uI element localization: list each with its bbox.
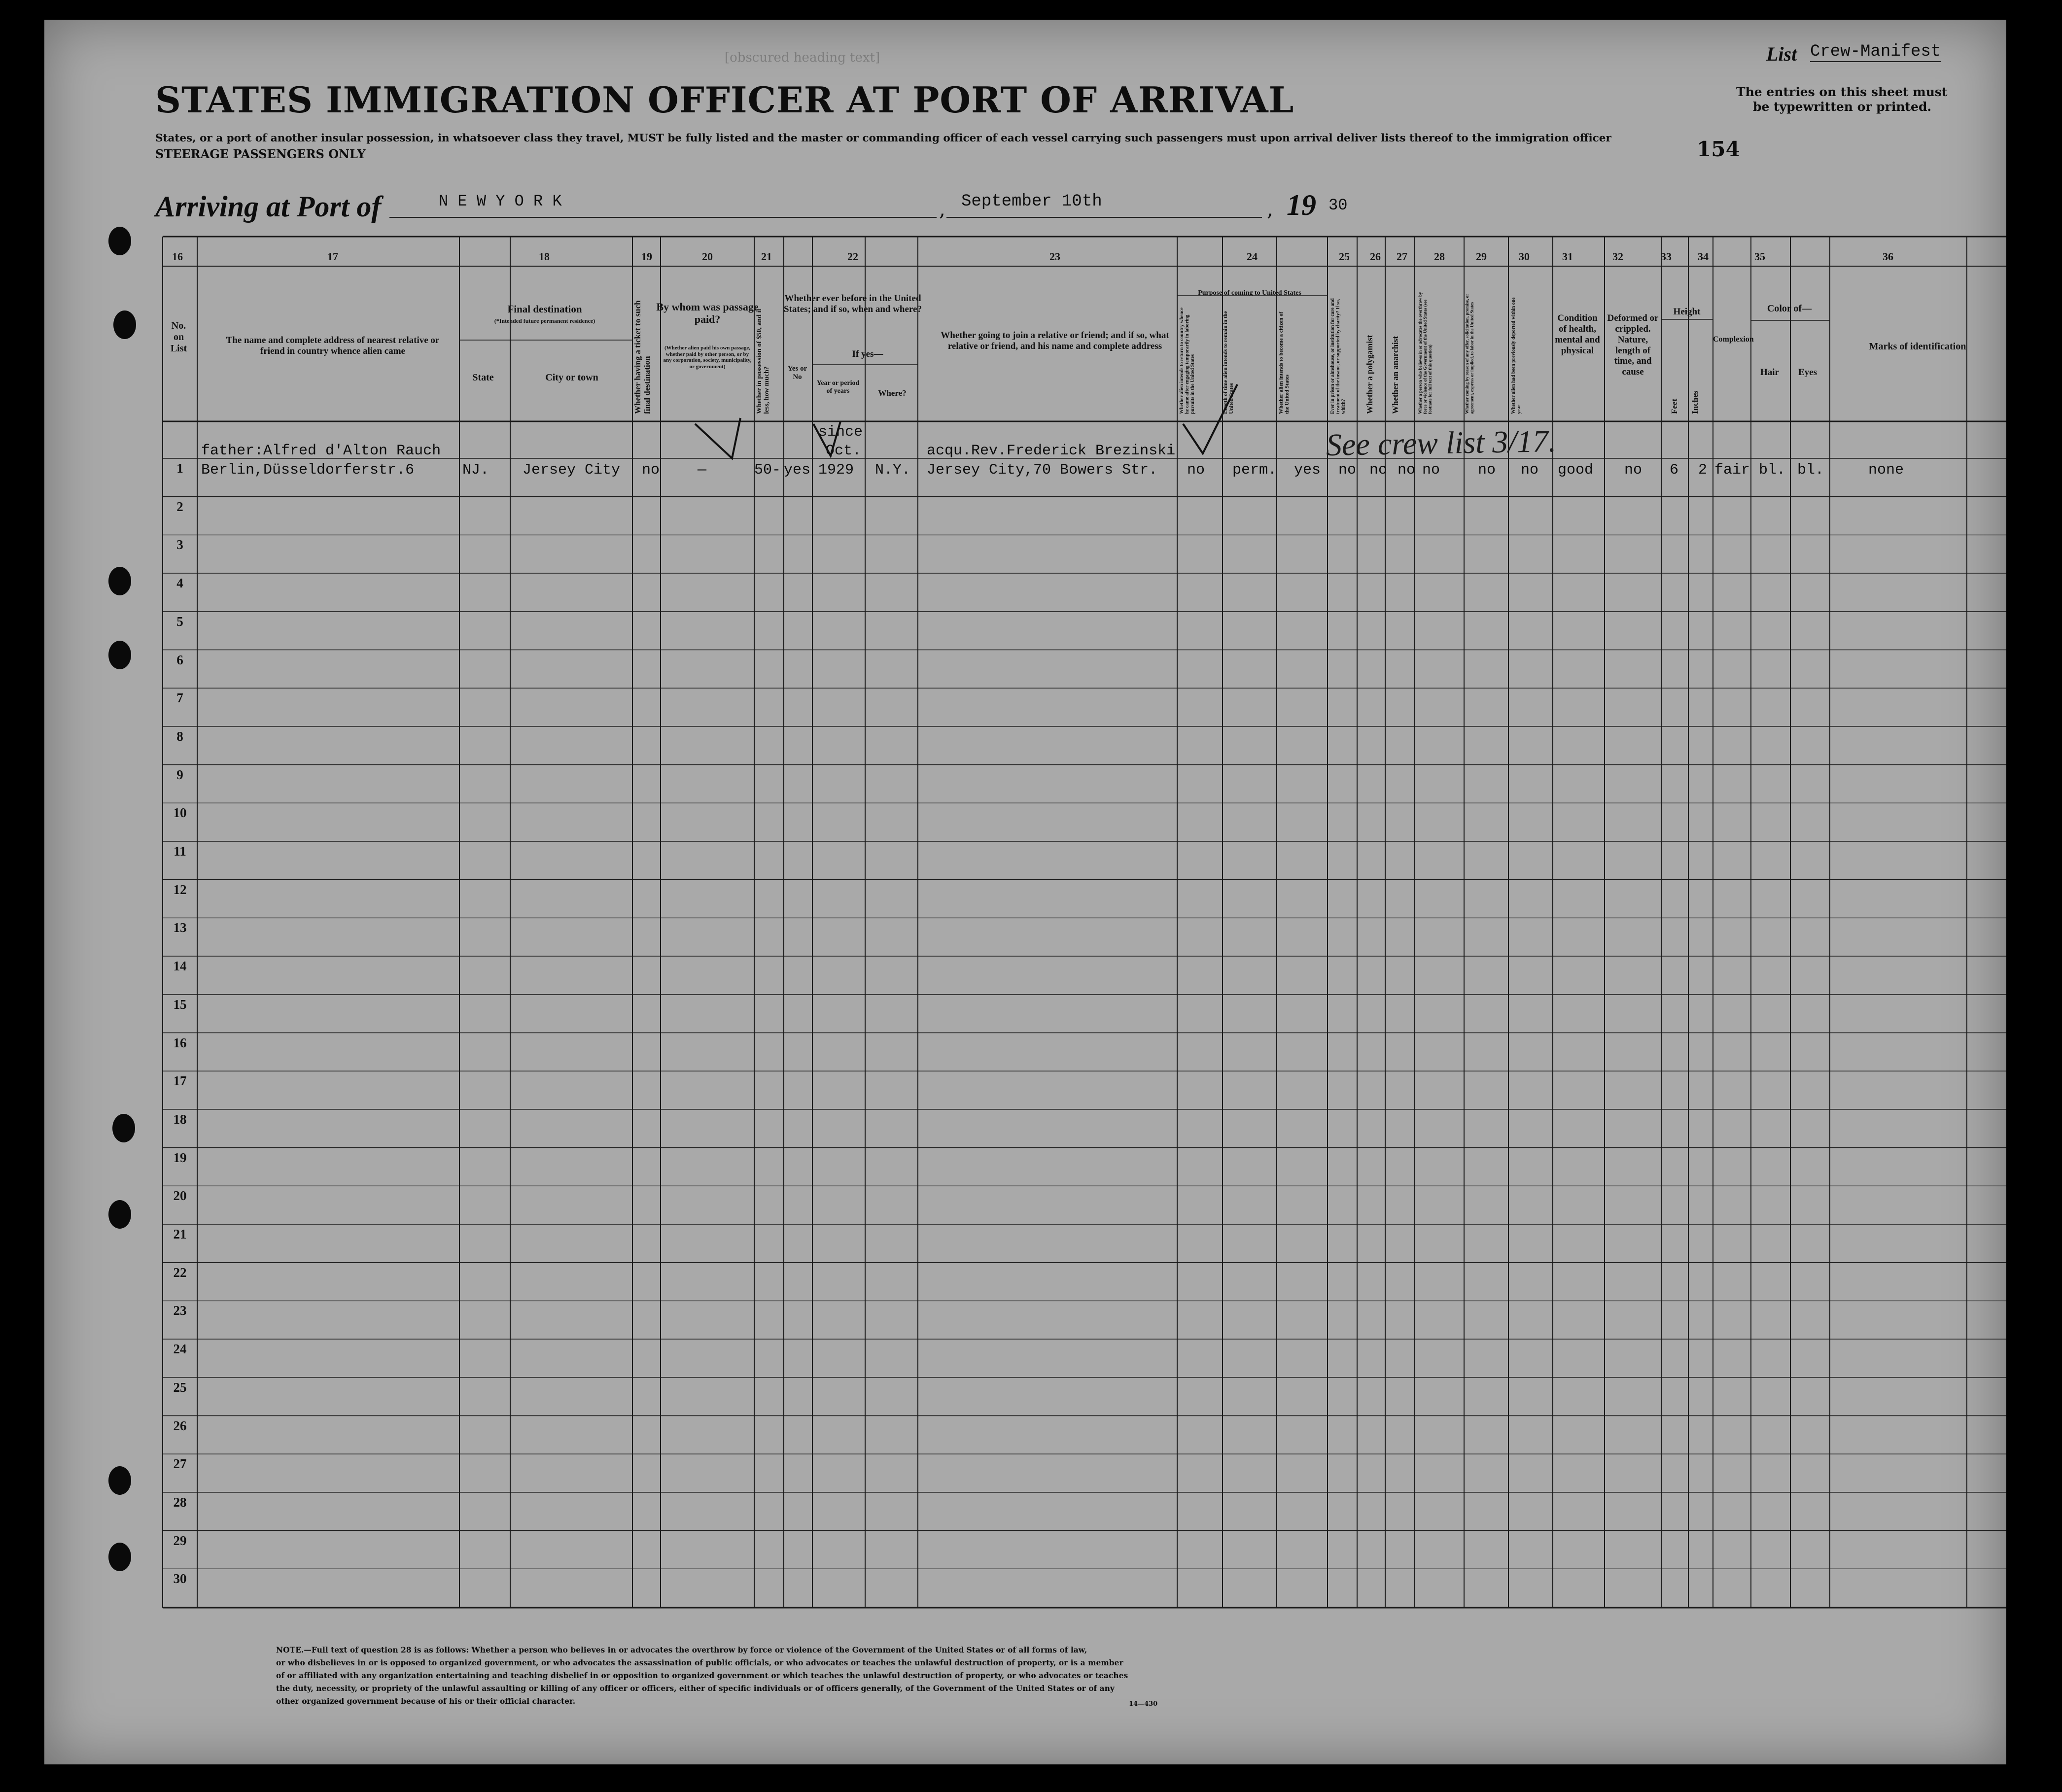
entry-deformed: no [1624,462,1643,479]
header-polygamist: Whether a polygamist [1365,335,1374,414]
row-number: 4 [176,576,183,591]
column-number: 29 [1476,250,1487,263]
header-final-destination: Final destination [507,303,582,315]
header-passage-paid: By whom was passage paid? [656,301,759,326]
entry-where: N.Y. [875,462,911,479]
comma-1: , [939,198,945,221]
footnote-line: other organized government because of his or their official character. [276,1696,576,1706]
list-label: List [1766,43,1797,65]
column-number: 28 [1434,250,1445,263]
row-number: 22 [173,1265,187,1280]
header-relative-address: The name and complete address of nearest relative or friend in country whence alien came [226,335,440,356]
entry-ticket: no [642,462,660,479]
passenger-class: STEERAGE PASSENGERS ONLY [155,147,366,161]
column-number: 23 [1049,250,1060,263]
entry-paid-by: — [698,462,707,479]
header-length-stay: Length of time alien intends to remain in the United States [1223,311,1235,414]
column-number: 24 [1247,250,1258,263]
row-number: 2 [176,499,183,514]
entry-return-intent: no [1187,462,1205,479]
column-number: 16 [172,250,183,263]
entry-city: Jersey City [523,462,621,479]
header-where: Where? [878,388,907,398]
entry-length-stay: perm. [1232,462,1277,479]
handwritten-note: See crew list 3/17. [1326,423,1557,463]
row-number: 10 [173,805,187,821]
punch-hole [112,1114,135,1142]
row-number: 5 [176,614,183,629]
comma-2: , [1267,198,1273,221]
form-title: STATES IMMIGRATION OFFICER AT PORT OF ARRIVAL [155,79,1294,121]
row-number: 17 [173,1073,187,1089]
row-number: 27 [173,1456,187,1472]
column-number: 21 [761,250,772,263]
punch-hole [108,641,131,669]
header-joining-relative: Whether going to join a relative or friend; and if so, what relative or friend, and his name and complete address [941,330,1169,351]
header-feet: Feet [1670,398,1679,414]
obscured-heading-line: [obscured heading text] [725,50,880,65]
check-mark [695,418,740,458]
header-purpose: Purpose of coming to United States [1198,289,1301,297]
row-number: 26 [173,1418,187,1433]
entries-note-2: be typewritten or printed. [1753,100,1932,114]
footnote-line: NOTE.—Full text of question 28 is as follows: Whether a person who believes in or advocates the overthrow by force or violence of the Government of the United States or of all forms of law, [276,1645,1087,1654]
entry-deported: no [1521,462,1539,479]
row-number: 29 [173,1533,187,1548]
entry-period-since: since [818,424,863,441]
list-value: Crew-Manifest [1810,42,1941,61]
entry-polygamist: no [1369,462,1388,479]
punch-hole [108,567,131,595]
column-number: 25 [1339,250,1350,263]
row-number: 15 [173,997,187,1012]
header-complexion: Complexion [1713,335,1754,344]
row-number: 18 [173,1111,187,1127]
row-number: 9 [176,767,183,782]
footnote-line: the duty, necessity, or propriety of the unlawful assaulting or killing of any officer or officers, either of specific individuals or of officers generally, of the Government of the United States or of any [276,1684,1115,1693]
entry-prison: no [1338,462,1357,479]
column-number: 34 [1698,250,1709,263]
footnote-line: of or affiliated with any organization entertaining and teaching disbelief in or opposition to organized government or which teaches the unlawful destruction of property, or who advocates or teaches [276,1671,1128,1680]
entries-note-1: The entries on this sheet must [1736,85,1948,99]
entry-health: good [1558,462,1594,479]
row-number: 16 [173,1035,187,1050]
entry-inches: 2 [1698,462,1708,479]
manifest-sheet [44,20,2006,1764]
punch-hole [108,1543,131,1571]
header-health: Condition of health, mental and physical [1555,313,1600,356]
entry-hair: bl. [1759,462,1786,479]
footnote [276,1644,1311,1708]
header-year-period: Year or period of years [816,379,860,395]
year-prefix: 19 [1287,189,1316,221]
header-if-yes: If yes— [852,349,883,359]
entry-eyes: bl. [1797,462,1824,479]
entry-marks: none [1868,462,1904,479]
entry-relative-line1: father:Alfred d'Alton Rauch [201,443,441,459]
row-number: 30 [173,1571,187,1586]
entry-complexion: fair [1714,462,1750,479]
row-number: 7 [176,690,183,706]
header-offer-labor: Whether coming by reason of any offer, solicitation, promise, or agreement, express or implied, to labor in the United States [1465,294,1474,414]
header-city: City or town [545,372,598,383]
entry-feet: 6 [1670,462,1679,479]
header-ticket: Whether having a ticket to such final destination [633,300,652,414]
port-value: N E W Y O R K [439,192,562,210]
row-number: 6 [176,652,183,667]
column-number: 26 [1370,250,1381,263]
column-number: 35 [1754,250,1765,263]
arriving-label: Arriving at Port of [155,190,382,223]
row-number: 23 [173,1303,187,1318]
punch-hole [113,310,136,339]
column-number: 32 [1612,250,1623,263]
column-number: 30 [1519,250,1530,263]
header-deformed: Deformed or crippled. Nature, length of time, and cause [1607,313,1659,378]
row-number: 20 [173,1188,187,1204]
row-number: 11 [174,844,186,859]
header-no-on-list: No. on List [170,320,187,354]
column-number: 33 [1661,250,1672,263]
header-height: Height [1673,307,1701,317]
row-number: 1 [176,461,183,476]
punch-hole [108,1466,131,1495]
column-number: 19 [641,250,652,263]
header-yes-no: Yes or No [787,365,807,381]
row-number: 28 [173,1494,187,1510]
header-prison: Ever in prison or almshouse, or institution for care and treatment of the insane, or supported by charity? If so, which? [1330,298,1346,414]
column-number: 18 [539,250,550,263]
row-number: 8 [176,728,183,744]
punch-hole [108,1200,131,1229]
column-number: 20 [702,250,713,263]
header-marks: Marks of identification [1869,341,1966,352]
entry-relative-line2: Berlin,Düsseldorferstr.6 [201,462,415,479]
entry-money: 50- [754,462,781,479]
row-number: 19 [173,1150,187,1165]
entry-offer-labor: no [1478,462,1496,479]
punch-hole [108,227,131,255]
entry-joining-line1: acqu.Rev.Frederick Brezinski [927,443,1176,459]
row-number: 25 [173,1379,187,1395]
column-number: 27 [1397,250,1407,263]
row-number: 3 [176,537,183,552]
row-number: 14 [173,959,187,974]
page-number: 154 [1697,137,1740,161]
column-number: 22 [847,250,858,263]
column-number: 31 [1562,250,1573,263]
column-number: 17 [327,250,338,263]
date-value: September 10th [961,192,1102,211]
year-suffix: 30 [1328,196,1348,214]
entry-overthrow: no [1422,462,1440,479]
entry-period-year: 1929 [818,462,854,479]
row-number: 13 [173,920,187,935]
entry-before-us: yes [784,462,811,479]
header-state: State [472,372,494,383]
header-inches: Inches [1690,390,1700,414]
header-citizen-intent: Whether alien intends to become a citizen of the United States [1278,311,1291,414]
footnote-line: or who disbelieves in or is opposed to organized government, or who advocates the assassination of public officials, or who advocates or teaches the unlawful destruction of property, or is a member [276,1658,1123,1667]
manifest-grid [44,20,2006,1764]
row-number: 21 [173,1227,187,1241]
header-final-destination-note: (*Intended future permanent residence) [494,317,595,324]
header-ever-in-us: Whether ever before in the United States; and if so, when and where? [784,293,922,314]
entry-anarchist: no [1398,462,1416,479]
header-return-intent: Whether alien intends to return to country whence he came after engaging temporarily in laboring pursuits in the United States [1179,307,1195,414]
instruction-text: States, or a port of another insular possession, in whatsoever class they travel, MUST be fully listed and the master or commanding officer of each vessel carrying such passengers must upon arrival deliver lists thereof to the immigration officer [155,132,1611,144]
entry-period-month: Oct. [826,443,862,459]
form-number: 14—430 [1129,1700,1158,1708]
header-color: Color of— [1767,303,1812,314]
row-number: 12 [173,882,187,897]
header-passage-paid-note: (Whether alien paid his own passage, whether paid by other person, or by any corporation, society, municipality, or government) [663,345,752,370]
header-deported: Whether alien had been previously deported within one year [1511,297,1522,414]
header-money: Whether in possession of $50, and if less, how much? [756,308,771,414]
header-overthrow: Whether a person who believes in or advocates the overthrow by force or violence of the Government of the United States (see footnote for full text of this question) [1418,292,1433,414]
row-number: 24 [173,1342,187,1357]
entry-state: NJ. [462,462,489,479]
entry-joining-line2: Jersey City,70 Bowers Str. [927,462,1158,479]
header-hair: Hair [1760,367,1779,378]
header-eyes: Eyes [1798,367,1817,378]
entry-citizen: yes [1294,462,1321,479]
column-number: 36 [1883,250,1893,263]
header-anarchist: Whether an anarchist [1391,336,1400,414]
